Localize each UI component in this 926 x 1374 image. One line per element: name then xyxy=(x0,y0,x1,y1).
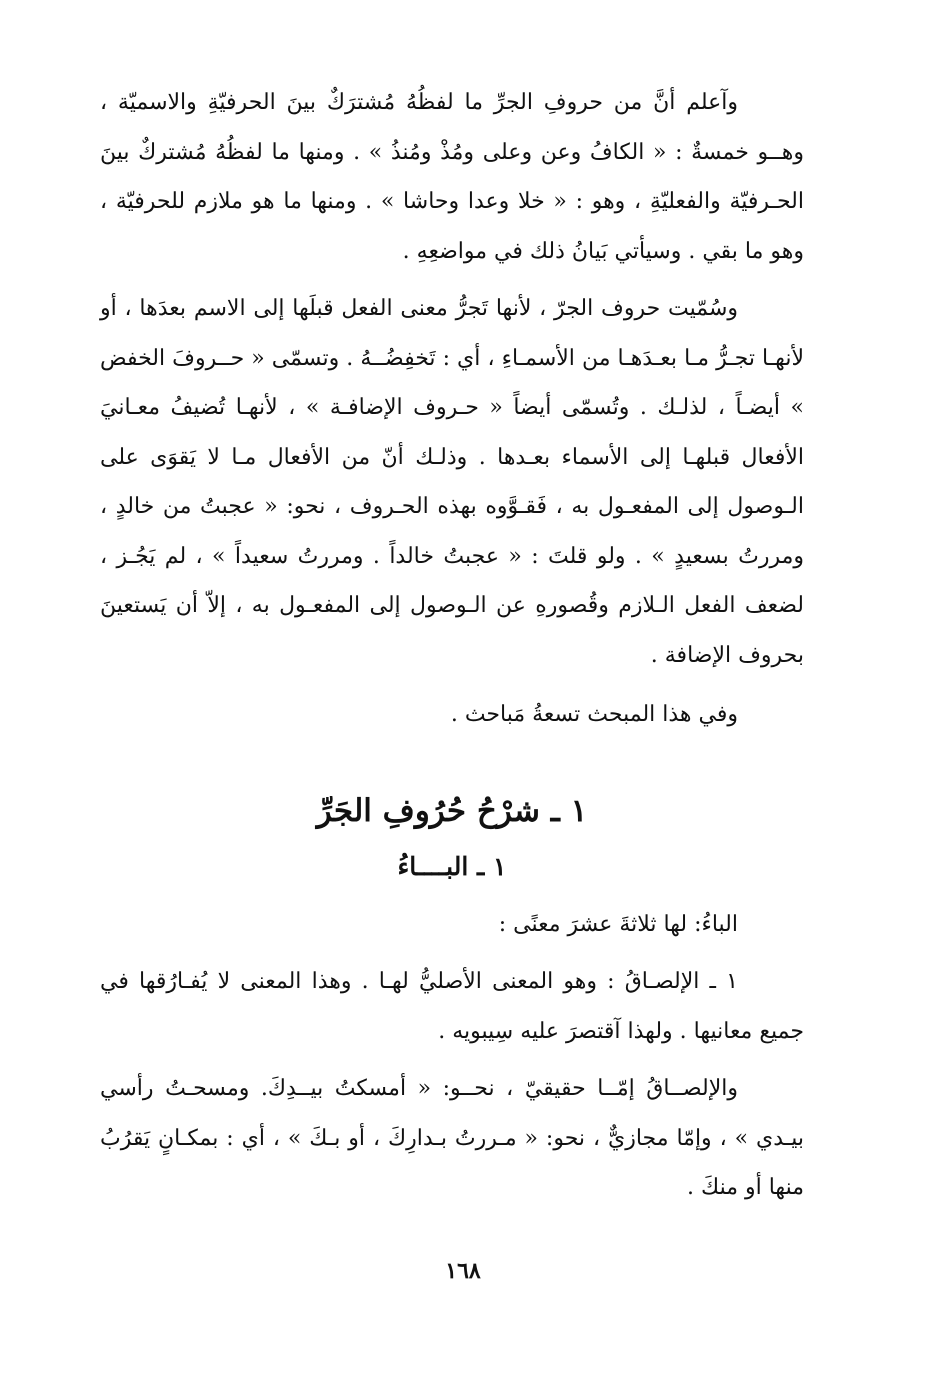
paragraph-ilsaq: ١ ـ الإلصـاقُ : وهو المعنى الأصليُّ لهـا . وهذا المعنى لا يُفـارُقها في جميع معانيها . ولهذا آقتصرَ عليه سِيبويه . xyxy=(100,969,804,1044)
paragraph-ba-meanings: الباءُ: لها ثلاثةَ عشرَ معنًى : xyxy=(498,911,738,937)
subsection-heading: ١ ـ البــــاءُ xyxy=(397,851,507,881)
section-heading: ١ ـ شرْحُ حُرُوفِ الجَرِّ xyxy=(316,792,588,829)
page-number: ١٦٨ xyxy=(445,1258,481,1284)
paragraph-intro: وآعلم أنَّ من حروفِ الجرِّ ما لفظُهُ مُشترَكٌ بينَ الحرفيّةِ والاسميّة ، وهــو خمسةٌ : « الكافُ وعن وعلى ومُذْ ومُنذُ » . ومنها ما لفظُهُ مُشتركٌ بينَ الحـرفيّة والفعليّةِ ، وهو : « خلا وعدا وحاشا » . ومنها ما هو ملازم للحرفيّة ، وهو ما بقي . وسيأتي بَيانُ ذلك في مواضعِهِ . xyxy=(100,90,804,264)
document-page xyxy=(100,78,804,1213)
paragraph-sections-count: وفي هذا المبحث تسعةُ مَباحث . xyxy=(450,702,738,727)
paragraph-naming: وسُمّيت حروف الجرّ ، لأنها تَجرُّ معنى الفعل قبلَها إلى الاسم بعدَها ، أو لأنهـا تجـرُّ مـا بعـدَهـا من الأسمـاءِ ، أي : تَخفِضُــهُ . وتسمّى « حــروفَ الخفض » أيضـاً ، لذلـك . وتُسمّى أيضاً « حـروف الإضافـة » ، لأنهـا تُضيفُ معـانيَ الأفعال قبلهـا إلى الأسماء بعـدها . وذلـك أنّ من الأفعال مـا لا يَقوَى على الـوصول إلى المفعـول به ، فَقـوَّوه بهذه الحـروف ، نحو: « عجبتُ من خالدٍ ، ومررتُ بسعيدٍ » . ولو قلتَ : « عجبتُ خالداً . ومررتُ سعيداً » ، لم يَجُـز ، لضعف الفعل الـلازم وقُصورهِ عن الـوصول إلى المفعـول به ، إلاّ أن يَستعينَ بحروف الإضافة . xyxy=(100,296,804,668)
paragraph-ilsaq-types: والإلصــاقُ إمّــا حقيقيّ ، نحــو: « أمسكتُ بيــدِكَ. ومسحـتُ رأسي بيـدي » ، وإمّا مجازيٌّ ، نحو: « مـررتُ بـدارِكَ ، أو بـكَ » ، أي : بمكـانٍ يَقرُبُ منها أو منكَ . xyxy=(100,1076,804,1200)
